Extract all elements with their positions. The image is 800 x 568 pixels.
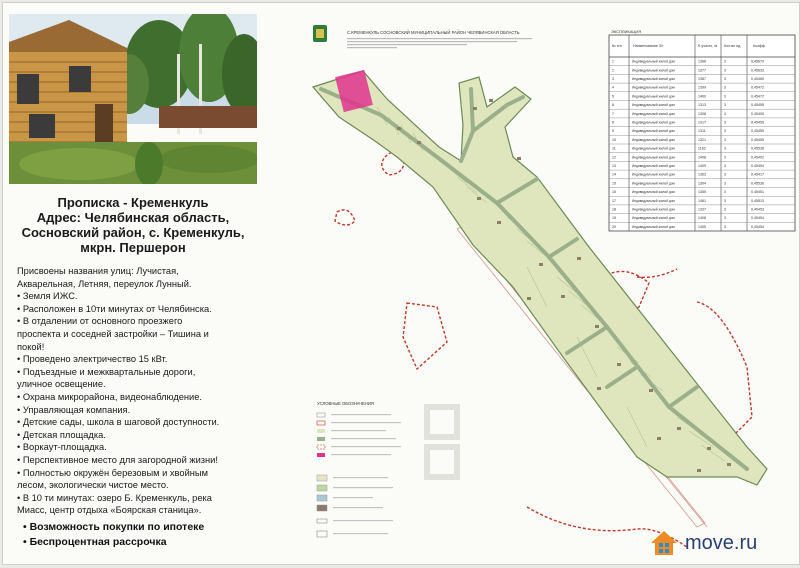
table-cell: 0,45451 <box>751 190 764 195</box>
table-cell: 3 <box>724 181 726 186</box>
feature-line: Миасс, центр отдыха «Боярская станица». <box>17 505 202 516</box>
brand-name: move.ru <box>685 531 758 554</box>
table-cell: Индивидуальный жилой дом <box>632 155 675 160</box>
table-cell: 3 <box>724 85 726 90</box>
table-cell: 3 <box>724 190 726 195</box>
table-cell: 0,45536 <box>751 146 764 151</box>
table-cell: 0,45455 <box>751 137 764 142</box>
table-cell: 1162 <box>698 146 706 151</box>
table-cell: 20 <box>612 224 616 229</box>
feature-line: • Детская площадка. <box>17 429 106 440</box>
table-cell: 0,45400 <box>751 111 764 116</box>
table-cell: 1308 <box>698 111 706 116</box>
table-cell: 0,45460 <box>751 77 764 81</box>
table-cell: 17 <box>612 198 616 203</box>
feature-line: • Воркаут-площадка. <box>17 442 107 453</box>
feature-line: • Управляющая компания. <box>17 404 131 415</box>
map-header: С.КРЕМЕНКУЛЬ СОСНОВСКИЙ МУНИЦИПАЛЬНЫЙ РАЙОН ЧЕЛЯБИНСКАЯ ОБЛАСТЬ <box>347 30 520 35</box>
feature-line: лесом, экологически чистое место. <box>17 480 169 491</box>
table-cell: 4 <box>612 85 614 90</box>
table-cell: 3 <box>724 207 726 212</box>
table-cell: 3 <box>724 198 726 203</box>
legend-title: УСЛОВНЫЕ ОБОЗНАЧЕНИЯ <box>317 401 374 406</box>
table-cell: 1313 <box>698 103 706 108</box>
table-cell: 8 <box>612 120 614 125</box>
table-cell: Индивидуальный жилой дом <box>632 146 675 151</box>
table-cell: 0,45453 <box>751 207 764 212</box>
table-cell: 0,45679 <box>751 59 764 64</box>
table-cell: Индивидуальный жилой дом <box>632 198 675 203</box>
feature-line: • Проведено электричество 15 кВт. <box>17 354 168 365</box>
table-cell: Индивидуальный жилой дом <box>632 137 675 142</box>
site-plan <box>277 7 799 563</box>
table-cell: 3 <box>724 146 726 151</box>
table-cell: 2 <box>612 68 614 73</box>
house-logo-icon <box>649 528 679 558</box>
brand-logo[interactable] <box>649 523 799 563</box>
table-cell: 0,45633 <box>751 68 764 73</box>
feature-line: проспекта и соседней застройки – Тишина и <box>17 328 209 339</box>
table-cell: 1337 <box>698 207 706 212</box>
table-cell: Индивидуальный жилой дом <box>632 59 675 64</box>
table-cell: 1408 <box>698 216 706 221</box>
table-cell: 1461 <box>698 198 706 203</box>
table-cell: 6 <box>612 103 614 108</box>
table-cell: 1399 <box>698 85 706 90</box>
table-cell: 10 <box>612 137 616 142</box>
table-cell: 0,45417 <box>751 172 764 177</box>
table-cell: 3 <box>612 77 614 81</box>
feature-line: Присвоены названия улиц: Лучистая, <box>17 266 179 276</box>
table-cell: 3 <box>724 94 726 99</box>
table-header: S участк, га <box>698 44 718 48</box>
table-cell: 3 <box>724 59 726 64</box>
table-cell: 1355 <box>698 190 706 195</box>
feature-line: уличное освещение. <box>17 379 106 390</box>
feature-line: • В отдалении от основного проезжего <box>17 316 183 327</box>
feature-line: • Земля ИЖС. <box>17 291 78 302</box>
table-cell: 3 <box>724 164 726 168</box>
table-cell: 3 <box>724 216 726 221</box>
table-cell: 1317 <box>698 120 706 125</box>
table-cell: 0,45455 <box>751 120 764 125</box>
table-cell: Индивидуальный жилой дом <box>632 224 675 229</box>
table-cell: 3 <box>724 129 726 134</box>
table-cell: 5 <box>612 94 614 99</box>
table-cell: 3 <box>724 68 726 73</box>
table-cell: Индивидуальный жилой дом <box>632 111 675 116</box>
table-cell: Индивидуальный жилой дом <box>632 120 675 125</box>
brochure-sheet <box>2 2 800 565</box>
feature-line: Акварельная, Летняя, переулок Лунный. <box>17 278 192 289</box>
feature-line: • В 10 ти минутах: озеро Б. Кременкуль, река <box>17 492 212 503</box>
table-cell: 3 <box>724 224 726 229</box>
table-cell: 0,45454 <box>751 216 764 221</box>
table-cell: Индивидуальный жилой дом <box>632 190 675 195</box>
table-cell: 7 <box>612 111 614 116</box>
table-cell: 0,45455 <box>751 129 764 134</box>
table-cell: 3 <box>724 77 726 81</box>
table-cell: 0,45454 <box>751 164 764 168</box>
heading-line-3: Сосновский район, с. Кременкуль, <box>21 225 245 240</box>
feature-line: • Расположен в 10ти минутах от Челябинска. <box>17 303 212 314</box>
table-header: Кол-во ед. <box>724 44 742 48</box>
table-cell: Индивидуальный жилой дом <box>632 77 675 81</box>
table-cell: 11 <box>612 146 616 151</box>
table-cell: 1377 <box>698 68 706 73</box>
feature-line: • Подъездные и межквартальные дороги, <box>17 366 196 377</box>
table-cell: 1400 <box>698 94 706 99</box>
table-cell: 0,45536 <box>751 181 764 186</box>
table-header: № п/п <box>612 44 622 48</box>
heading-line-4: мкрн. Першерон <box>80 240 186 255</box>
table-header: Наименование ЗУ <box>633 44 664 48</box>
feature-line: • Детские сады, школа в шаговой доступности. <box>17 417 220 428</box>
table-cell: 18 <box>612 207 616 212</box>
table-cell: 1366 <box>698 59 706 64</box>
heading-line-2: Адрес: Челябинская область, <box>36 210 230 225</box>
table-cell: 3 <box>724 155 726 160</box>
table-cell: 3 <box>724 111 726 116</box>
table-cell: Индивидуальный жилой дом <box>632 85 675 90</box>
table-cell: 1 <box>612 59 614 64</box>
table-cell: 0,45513 <box>751 198 764 203</box>
feature-line: • Охрана микрорайона, видеонаблюдение. <box>17 391 202 402</box>
table-cell: 3 <box>724 172 726 177</box>
mortgage-note: • Возможность покупки по ипотеке <box>23 521 205 533</box>
table-title: ЭКСПЛИКАЦИЯ <box>611 29 642 34</box>
table-cell: Индивидуальный жилой дом <box>632 129 675 134</box>
table-cell: 14 <box>612 172 616 177</box>
table-cell: 0,45472 <box>751 85 764 90</box>
table-cell: 13 <box>612 164 616 168</box>
highlights <box>23 520 263 550</box>
table-cell: 1321 <box>698 137 706 142</box>
table-cell: 0,45472 <box>751 94 764 99</box>
house-photo <box>9 14 257 184</box>
table-cell: 3 <box>724 103 726 108</box>
address-heading <box>9 195 257 255</box>
table-cell: 1311 <box>698 129 706 134</box>
legend <box>317 401 401 537</box>
table-cell: 12 <box>612 155 616 160</box>
table-cell: Индивидуальный жилой дом <box>632 207 675 212</box>
table-header: Коэфф <box>753 44 765 48</box>
feature-line: • Перспективное место для загородной жизни! <box>17 454 218 465</box>
table-cell: 15 <box>612 181 616 186</box>
table-cell: 1409 <box>698 164 706 168</box>
table-cell: 0,45455 <box>751 103 764 108</box>
table-cell: 1405 <box>698 224 706 229</box>
table-cell: 9 <box>612 129 614 134</box>
feature-line: • Полностью окружён березовым и хвойным <box>17 467 208 478</box>
table-cell: Индивидуальный жилой дом <box>632 216 675 221</box>
table-cell: 16 <box>612 190 616 195</box>
explication-table <box>609 29 795 231</box>
table-cell: 0,45402 <box>751 155 764 160</box>
heading-line-1: Прописка - Кременкуль <box>57 195 209 210</box>
table-cell: Индивидуальный жилой дом <box>632 181 675 186</box>
table-cell: Индивидуальный жилой дом <box>632 103 675 108</box>
coat-of-arms-icon <box>313 25 327 42</box>
table-cell: 3 <box>724 120 726 125</box>
table-cell: 1408 <box>698 155 706 160</box>
table-cell: Индивидуальный жилой дом <box>632 94 675 99</box>
table-cell: 0,45454 <box>751 224 764 229</box>
table-cell: 1387 <box>698 77 706 81</box>
table-cell: 1363 <box>698 172 706 177</box>
table-cell: Индивидуальный жилой дом <box>632 172 675 177</box>
table-cell: Индивидуальный жилой дом <box>632 68 675 73</box>
table-cell: 3 <box>724 137 726 142</box>
table-cell: Индивидуальный жилой дом <box>632 164 675 168</box>
features-list <box>17 265 269 517</box>
table-cell: 1304 <box>698 181 706 186</box>
feature-line: покой! <box>17 341 45 352</box>
installment-note: • Беспроцентная рассрочка <box>23 536 167 548</box>
table-cell: 19 <box>612 216 616 221</box>
